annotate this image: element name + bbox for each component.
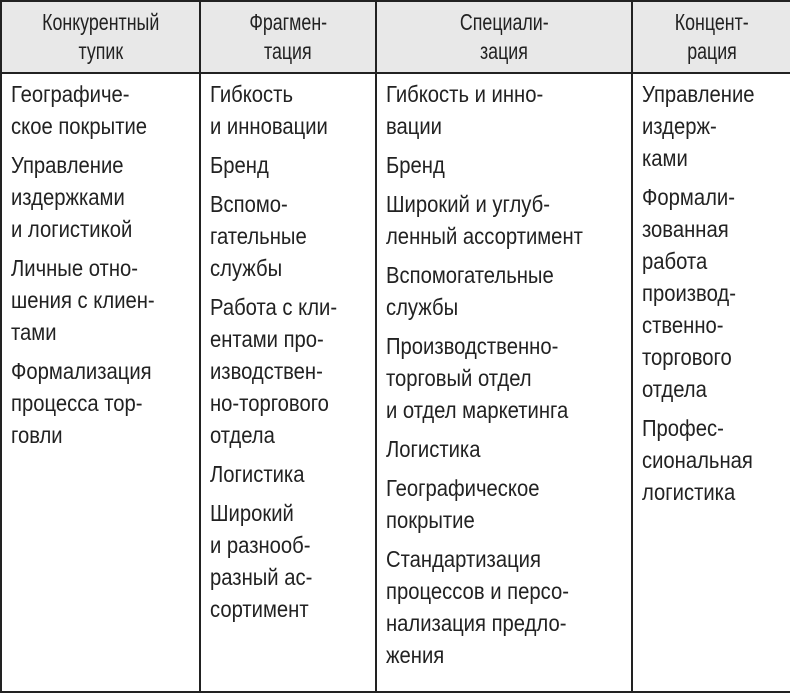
item-line: отдела — [210, 422, 275, 448]
header-concentration — [632, 1, 790, 73]
item-line: ственно- — [642, 312, 724, 338]
header-row — [1, 1, 790, 73]
header-competitive-deadlock — [1, 1, 200, 73]
item-line: тами — [11, 319, 57, 345]
list-item — [386, 472, 596, 536]
header-specialization — [376, 1, 632, 73]
item-line: Профес- — [642, 415, 724, 441]
item-line: и логистикой — [11, 216, 133, 242]
list-item — [386, 330, 596, 426]
list-item — [386, 433, 596, 465]
item-line: Географическое — [386, 475, 540, 501]
item-line: Работа с кли- — [210, 294, 338, 320]
list-item — [642, 412, 767, 508]
item-line: службы — [210, 255, 283, 281]
item-line: Бренд — [210, 152, 269, 178]
header-line: Концент- — [674, 9, 749, 35]
list-item — [386, 188, 596, 252]
header-line: Специали- — [459, 9, 549, 35]
item-line: ское покрытие — [11, 113, 148, 139]
item-line: разный ас- — [210, 564, 313, 590]
list-item — [210, 78, 350, 142]
header-text — [669, 8, 753, 66]
item-line: Вспомо- — [210, 191, 288, 217]
header-line: Конкурентный — [41, 9, 160, 35]
list-item — [210, 458, 350, 490]
item-line: торговый отдел — [386, 365, 532, 391]
item-line: Гибкость — [210, 81, 294, 107]
item-line: Логистика — [386, 436, 481, 462]
item-line: и разнооб- — [210, 532, 311, 558]
item-line: говли — [11, 422, 63, 448]
header-fragmentation — [200, 1, 376, 73]
item-line: Логистика — [210, 461, 305, 487]
item-line: ентами про- — [210, 326, 324, 352]
list-item — [642, 78, 767, 174]
header-line: Фрагмен- — [249, 9, 327, 35]
item-line: вации — [386, 113, 442, 139]
item-line: Вспомогательные — [386, 262, 554, 288]
list-item — [210, 188, 350, 284]
item-line: Формализация — [11, 358, 152, 384]
list-item — [642, 181, 767, 405]
list-item — [11, 252, 171, 348]
header-line: тация — [264, 38, 312, 64]
body-row — [1, 73, 790, 692]
list-item — [386, 259, 596, 323]
item-line: Гибкость и инно- — [386, 81, 544, 107]
header-line: зация — [480, 38, 528, 64]
item-line: и инновации — [210, 113, 328, 139]
item-line: Стандартизация — [386, 546, 541, 572]
item-line: процесса тор- — [11, 390, 143, 416]
header-text — [244, 8, 332, 66]
item-line: сортимент — [210, 596, 309, 622]
cell-concentration — [632, 73, 790, 692]
list-item — [386, 149, 596, 181]
item-line: службы — [386, 294, 459, 320]
item-line: Управление — [11, 152, 124, 178]
item-line: и отдел маркетинга — [386, 397, 569, 423]
item-line: издержками — [11, 184, 125, 210]
cell-specialization — [376, 73, 632, 692]
header-text — [34, 8, 167, 66]
header-line: тупик — [78, 38, 123, 64]
item-line: логистика — [642, 479, 736, 505]
item-line: зованная — [642, 216, 729, 242]
list-item — [11, 355, 171, 451]
item-line: Широкий и углуб- — [386, 191, 550, 217]
header-line: рация — [686, 38, 737, 64]
list-item — [386, 543, 596, 671]
item-line: торгового — [642, 344, 732, 370]
list-item — [210, 497, 350, 625]
item-line: издерж- — [642, 113, 717, 139]
item-line: шения с клиен- — [11, 287, 155, 313]
item-line: отдела — [642, 376, 707, 402]
item-line: жения — [386, 642, 445, 668]
item-line: Географиче- — [11, 81, 130, 107]
cell-competitive-deadlock — [1, 73, 200, 692]
item-line: ленный ассортимент — [386, 223, 583, 249]
item-line: Производственно- — [386, 333, 559, 359]
list-item — [210, 291, 350, 451]
item-line: Формали- — [642, 184, 735, 210]
item-line: Широкий — [210, 500, 294, 526]
item-line: сиональная — [642, 447, 753, 473]
item-line: Управление — [642, 81, 755, 107]
item-line: ками — [642, 145, 688, 171]
item-line: покрытие — [386, 507, 475, 533]
item-line: производ- — [642, 280, 736, 306]
list-item — [11, 149, 171, 245]
list-item — [210, 149, 350, 181]
item-line: нализация предло- — [386, 610, 567, 636]
item-line: Личные отно- — [11, 255, 138, 281]
item-line: изводствен- — [210, 358, 323, 384]
item-line: процессов и персо- — [386, 578, 569, 604]
list-item — [11, 78, 171, 142]
header-text — [454, 8, 555, 66]
cell-fragmentation — [200, 73, 376, 692]
item-line: но-торгового — [210, 390, 329, 416]
list-item — [386, 78, 596, 142]
item-line: гательные — [210, 223, 307, 249]
item-line: работа — [642, 248, 708, 274]
item-line: Бренд — [386, 152, 445, 178]
